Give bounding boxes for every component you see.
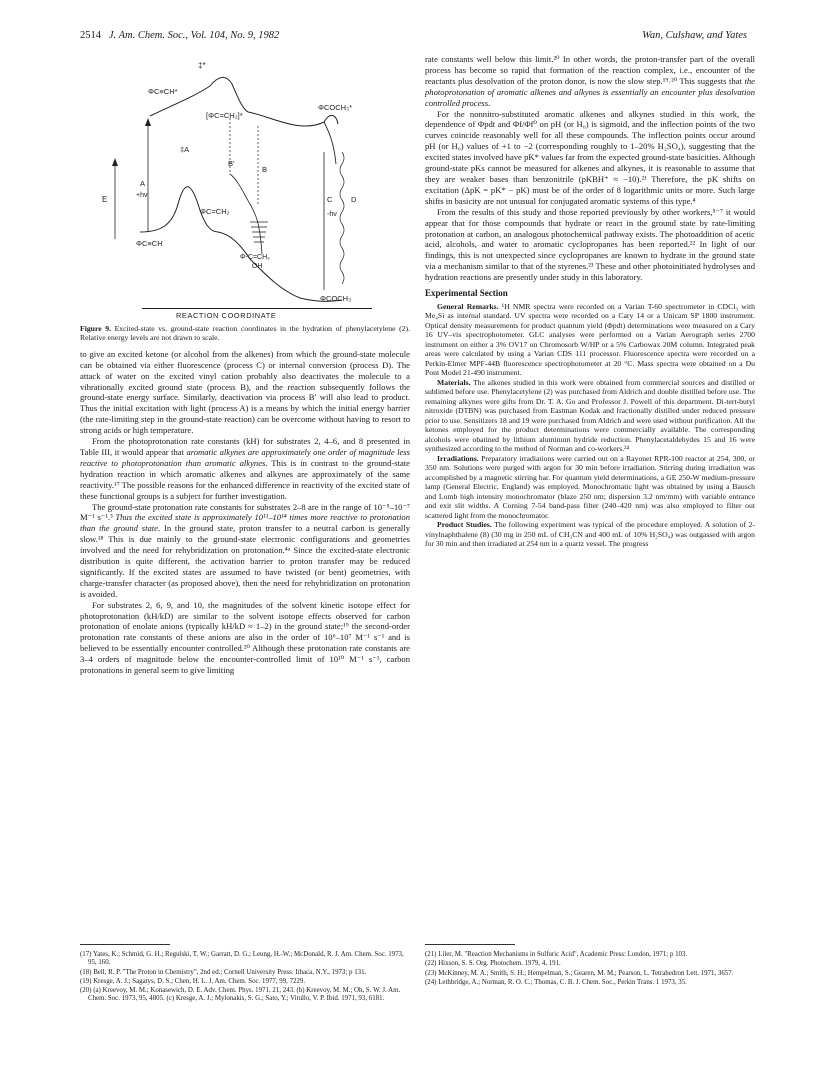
- footnote-rule-left: [80, 944, 170, 945]
- page-number: 2514: [80, 30, 101, 41]
- label-transition-state-top: ‡*: [198, 61, 206, 70]
- section-heading-experimental: Experimental Section: [425, 288, 508, 299]
- label-acetophenone: ΦCOCH₃: [320, 294, 352, 303]
- vibrational-levels: [250, 222, 268, 242]
- irradiations-paragraph: [425, 454, 755, 521]
- label-excited-acetophenone: ΦCOCH₃*: [318, 103, 353, 112]
- footnote-21: (21) Liler, M. "Reaction Mechanisms in Sulfuric Acid", Academic Press: London, 1971; p 103.: [425, 951, 688, 958]
- left-paragraph-4: For substrates 2, 6, 9, and 10, the magnitudes of the solvent kinetic isotope effect for photoprotonation (kH/kD) are similar to the solvent isotope effects observed for carbon protonation of enolate anions (typically kH/kD ≈ 1–2) in the ground state;¹⁹ the second-order protonation rate constants of these anions are also in the order of 10⁶–10⁷ M⁻¹ s⁻¹ and is believed to be essentially encounter controlled.²⁰ Although these protonation rate constants are 3–4 orders of magnitude below the encounter-controlled limit of 10¹⁰ M⁻¹ s⁻¹, carbon protonations in general seem to give limiting: [80, 599, 410, 676]
- label-hv: +hν: [136, 192, 148, 199]
- footnotes-right: [425, 951, 755, 988]
- x-axis-area: [80, 308, 410, 322]
- right-column: [425, 54, 755, 549]
- energy-axis-arrowhead: [112, 158, 118, 166]
- label-phenylacetylene: ΦC≡CH: [136, 239, 163, 248]
- label-process-d: D: [351, 195, 357, 204]
- right-p1-text-a: rate constants well below this limit.²⁰ In other words, the proton-transfer part of the overall process has become so rapid that formation of the reaction complex, i.e., encounter of the reactants plus desolvation of the proton donor, is now the slow step.¹⁹˒²⁰ This suggests that: [425, 54, 755, 86]
- footnote-22: (22) Hixson, S. S. Org. Photochem. 1979, 4, 191.: [425, 960, 561, 968]
- footnote-23: (23) McKinney, M. A.; Smith, S. H.; Hempelman, S.; Gearen, M. M.; Pearson, L. Tetrahedron Lett. 1971, 3657.: [425, 969, 734, 977]
- footnote-rule-right: [425, 944, 515, 945]
- footnote-18: (18) Bell, R. P. "The Proton in Chemistry", 2nd ed.; Cornell University Press: Ithaca, N.Y., 1973; p 131.: [80, 968, 367, 976]
- right-p1-emphasis: the photoprotonation of aromatic alkenes and alkynes is essentially an encounter plus desolvation controlled process: [425, 75, 755, 108]
- left-paragraph-2: [80, 436, 410, 501]
- irradiations-heading: Irradiations.: [437, 453, 479, 463]
- reaction-coordinate-diagram: [80, 54, 410, 308]
- label-minus-hv: -hν: [327, 211, 337, 218]
- label-process-c: C: [327, 195, 333, 204]
- right-paragraph-1: [425, 54, 755, 109]
- footnote-19: (19) Kresge, A. J.; Sagatys, D. S.; Chen, H. L. J. Am. Chem. Soc. 1977, 99, 7229.: [80, 977, 306, 985]
- label-excited-vinyl-cation: [ΦC=CH₂]*: [206, 111, 243, 120]
- right-paragraph-3: From the results of this study and those reported previously by other workers,⁵⁻⁷ it would appear that for those compounds that hydrate or react in the ground state by rate-limiting protonation at carbon, an analogous photochemical pathway exists. The photoaddition of acetic acid, alcohols, and water to aromatic cyclopropanes has been reported.²² In light of our findings, this is not unexpected since cyclopropanes are known to hydrate in the ground state via a mechanism similar to that of the styrenes.²³ These and other photoinitiated hydrolyses and hydration reactions are presently under study in this laboratory.: [425, 206, 755, 283]
- left-p2-text-a: From the photoprotonation rate constants (kH) for substrates 2, 4–6, and 8 presented in Table III, it would appear that: [80, 436, 410, 457]
- footnote-20: (20) (a) Kreevoy, M. M.; Konasewich, D. E. Adv. Chem. Phys. 1971, 21, 243. (b) Kreevoy, M. M.; Oh, S. W. J. Am. Chem. Soc. 1973, 95, 4805. (c) Kresge, A. J.; Mylonakis, S. G.; Sato, Y.; Vitullo, V. P. Ibid. 1971, 93, 6181.: [80, 987, 401, 1003]
- excited-state-curve: [150, 77, 338, 126]
- left-p2-emphasis: aromatic alkynes are approximately one order of magnitude less reactive to photoprotonation than aromatic alkynes: [80, 446, 410, 468]
- experimental-section: [425, 302, 755, 549]
- label-enol: Φ-C=CH₂: [240, 254, 270, 261]
- left-p3-text-c: . In the ground state, proton transfer to a neutral carbon is generally slow.¹⁸ This is due mainly to the ground-state electronic configurations and geometries involved and the need for rehybridization on protonation.⁴ᵃ Since the excited-state electronic distribution is quite different, the activation barrier to proton transfer may be reduced significantly. If the excited states are assumed to have twisted (or bent) geometries, with charge-transfer character (as proposed above), then the need for rehybridization on protonation is avoided.: [80, 523, 410, 599]
- x-axis: [142, 308, 372, 309]
- footnote-24: (24) Lethbridge, A.; Norman, R. O. C.; Thomas, C. B. J. Chem. Soc., Perkin Trans. 1 1973, 35.: [425, 978, 687, 986]
- general-remarks-heading: General Remarks.: [437, 301, 499, 311]
- process-a-arrowhead: [145, 118, 151, 126]
- footnote-17: (17) Yates, K.; Schmid, G. H.; Regulski, T. W.; Garratt, D. G.; Leung, H.-W.; McDonald, R. J. Am. Chem. Soc. 1973, 95, 160.: [80, 951, 404, 967]
- label-dagger-a: ‡A: [180, 145, 190, 154]
- right-paragraph-2: For the nonnitro-substituted aromatic alkenes and alkynes studied in this work, the dependence of Φpdt and Φf/Φf⁰ on pH (or H₀) is sigmoid, and the inflection points of the two curves coincide reasonably well for all these compounds. The inflection points occur around pH (or H₀) values of +1 to −2 (corresponding roughly to 1–20% H₂SO₄), suggesting that the excited states involved have pK* values far from the expected ground-state basicities. Although ground-state pKs cannot be measured for alkenes and alkynes, it is reasonable to assume that they are weaker bases than benzonitrile (pKBH⁺ ≈ −10).²¹ Therefore, the pK shifts on excitation (ΔpK = pK* − pK) must be of the order of 8 logarithmic units or more. Such large shifts in basicity are not unusual for conjugated aromatic systems of this type.⁴: [425, 108, 755, 206]
- running-head-authors: Wan, Culshaw, and Yates: [642, 30, 747, 41]
- materials-paragraph: [425, 378, 755, 454]
- label-excited-phenylacetylene: ΦC≡CH*: [148, 87, 178, 96]
- label-vinyl-cation: ΦC=CH₂: [200, 207, 230, 216]
- general-remarks-paragraph: [425, 302, 755, 378]
- materials-heading: Materials.: [437, 377, 471, 387]
- label-process-a: A: [140, 179, 146, 188]
- process-d-wavy-line: [340, 152, 344, 284]
- energy-axis-label: E: [102, 195, 108, 204]
- left-paragraph-1: to give an excited ketone (or alcohol from the alkenes) from which the ground-state molecule can be obtained via either fluorescence (process C) or internal conversion (process D). The attack of water on the excited vinyl cation probably also deactivates the molecule to a vibrationally excited ground state (process B), and the reaction subsequently follows the ground-state energy surface. Similarly, deactivation via process B′ will also lead to product. Thus the initial excitation with light (process A) is a means by which the initial energy barrier (the rate-limiting step in the ground-state reaction) can be overcome without having to resort to strong acids or high temperature.: [80, 348, 410, 436]
- left-paragraph-3: [80, 502, 410, 600]
- left-p2-text-c: . This is in contrast to the ground-state hydration reaction in which aromatic alkenes and alkynes are approximately of the same reactivity.¹⁷ The possible reasons for the enhanced difference in reactivity of the excited state of these functional groups is a subject for further investigation.: [80, 457, 410, 501]
- label-process-b: B: [262, 165, 268, 174]
- product-studies-text: The following experiment was typical of the procedure employed. A solution of 2-vinylnaphthalene (8) (30 mg in 250 mL of CH₃CN and 400 mL of 10% H₂SO₄) was outgassed with argon for 30 min and then irradiated at 254 nm in a quartz vessel. The progress: [425, 520, 755, 549]
- product-studies-paragraph: [425, 520, 755, 549]
- materials-text: The alkenes studied in this work were obtained from commercial sources and distilled or sublimed before use. Phenylacetylene (2) was purchased from Aldrich and double distilled before use. The remaining alkynes were gifts from Dr. T. A. Go and Professor J. Powell of this department. Di-tert-butyl nitroxide (DTBN) was purchased from Eastman Kodak and fractionally distilled under reduced pressure prior to use. Sensitizers 18 and 19 were purchased from Aldrich and were used without purification. All the ketones employed for the product determinations were commercially available. The corresponding alcohols were obatined by lithium aluminum hydride reduction. Phenylacetaldehydes 15 and 16 were synthesized according to the method of Norman and co-workers.²⁴: [425, 377, 755, 454]
- label-process-b-prime: B′: [228, 159, 235, 168]
- general-remarks-text: ¹H NMR spectra were recorded on a Varian T-60 spectrometer in CDCl₃ with Me₄Si as internal standard. UV spectra were recorded on a Cary 14 or a Unicam SP 1800 instrument. Optical density measurements for product quantum yield (Φpdt) determinations were measured on a Cary 16 UV–vis spectrophotometer. GLC analyses were performed on a Varian Aerograph series 2700 instrument on either a 3% OV17 on Chromosorb W/HP or a 5% Carbowax 20M column. Integrated peak areas were calculated by using a Varian CDS 111 processor. Fluorescence spectra were recorded on a Perkin-Elmer MPF-44B fluorescence spectrophotometer at 20 °C. Mass spectra were obtained on a Du Pont Model 21-490 instrument.: [425, 301, 755, 378]
- label-enol-oh: OH: [252, 263, 263, 270]
- right-p1-text-c: .: [488, 97, 491, 108]
- ground-state-descent-curve: [218, 232, 342, 301]
- footnotes-left: [80, 951, 410, 1005]
- excited-ketone-well: [324, 122, 336, 164]
- left-column: [80, 54, 410, 676]
- left-p3-text-a: The ground-state protonation rate constants for substrates 2–8 are in the range of 10⁻⁵–10⁻⁷ M⁻¹ s⁻¹.³: [80, 501, 410, 523]
- product-studies-heading: Product Studies.: [437, 520, 492, 530]
- figure-caption: [80, 324, 410, 343]
- irradiations-text: Preparatory irradiations were carried out on a Rayonet RPR-100 reactor at 254, 300, or 350 nm. Solutions were purged with argon for 30 min before irradiation. Stirring during irradiation was accomplished by a magnetic stirring bar. For quantum yield determinations, a GE 250-W medium-pressure lamp (General Electric, England) was employed. Monochromatic light was obtained by using a Bausch and Lomb high intensity monochromator (blaze 250 nm; dispersion 3.2 nm/mm) with variable entrance and exit slit widths. A Corning 7-54 band-pass filter (240–420 nm) was also employed to filter out scattered light from the monochromator.: [425, 453, 755, 520]
- figure-9: [80, 54, 410, 308]
- figure-caption-label: Figure 9.: [80, 324, 111, 333]
- running-head-left: [80, 30, 279, 41]
- left-p3-emphasis: Thus the excited state is approximately 10¹¹–10¹⁴ times more reactive to protonation than the ground state: [80, 512, 410, 534]
- journal-citation: J. Am. Chem. Soc., Vol. 104, No. 9, 1982: [108, 30, 280, 41]
- figure-caption-text: Excited-state vs. ground-state reaction coordinates in the hydration of phenylacetylene (2). Relative energy levels are not drawn to scale.: [80, 324, 411, 343]
- x-axis-label: REACTION COORDINATE: [176, 311, 277, 320]
